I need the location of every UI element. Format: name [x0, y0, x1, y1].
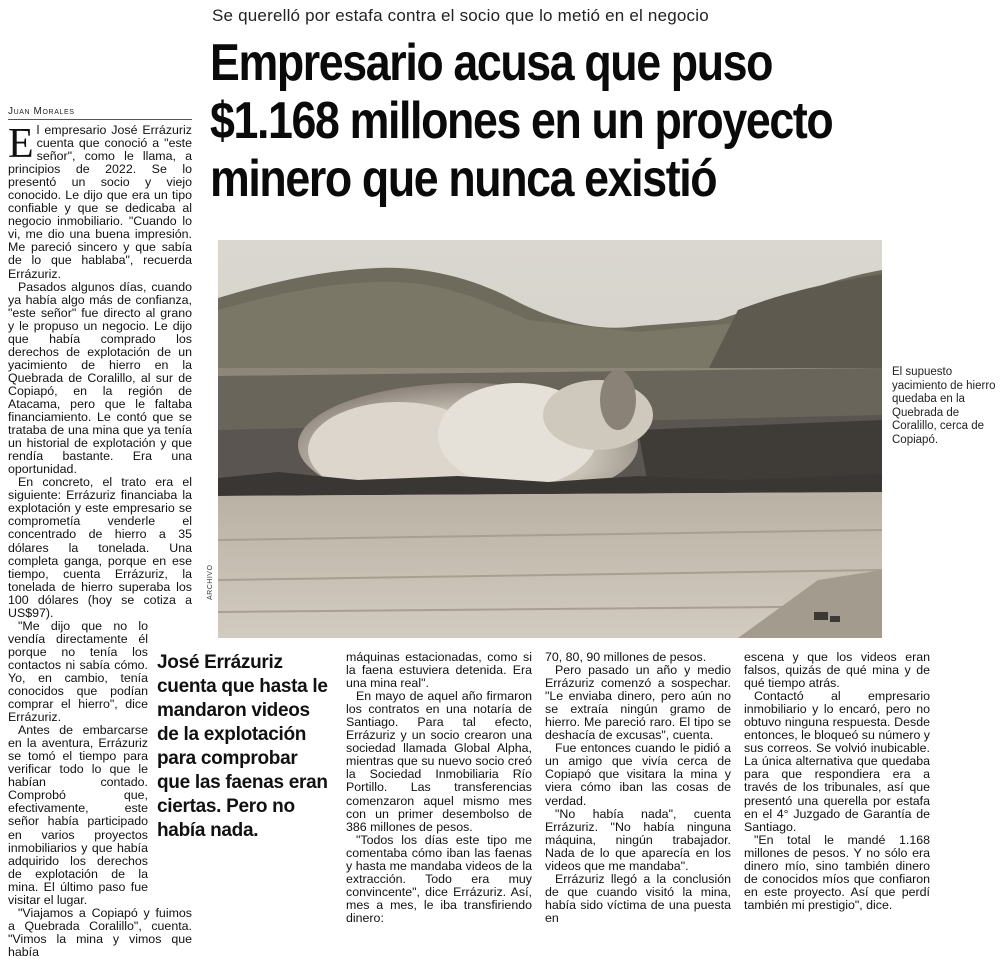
column-4	[744, 651, 930, 912]
paragraph: máquinas estacionadas, como si la faena estuviera detenida. Era una mina real".	[346, 650, 532, 691]
byline: Juan Morales	[8, 106, 192, 120]
mine-photo	[218, 240, 882, 638]
photo-credit: ARCHIVO	[207, 564, 214, 600]
mine-blast-image	[218, 240, 882, 638]
paragraph: En concreto, el trato era el siguiente: Errázuriz financiaba la explotación y este empresario se comprometía venderle el concentrado de hierro a 35 dólares la tonelada. Una completa ganga, porque en ese tiempo, cuenta Errázuriz, la tonelada de hierro superaba los 100 dólares (hoy se cotiza a US$97).	[8, 475, 192, 620]
paragraph: "Todos los días este tipo me comentaba cómo iban las faenas y hasta me mandaba videos de la extracción. Todo era muy convincente", dice Errázuriz. Así, mes a mes, le iba transfiriendo dinero:	[346, 832, 532, 925]
dropcap: E	[8, 121, 34, 167]
pull-quote: José Errázuriz cuenta que hasta le mandaron videos de la explotación para comprobar que las faenas eran ciertas. Pero no había nada.	[157, 652, 328, 841]
paragraph: Antes de embarcarse en la aventura, Errázuriz se tomó el tiempo para verificar todo lo que le habían contado. Comprobó que, efectivamente, este señor había participado en varios proyectos inmobiliarios y que había adquirido los derechos de explotación de la mina. El último paso fue visitar el lugar.	[8, 723, 148, 907]
paragraph: "En total le mandé 1.168 millones de pesos. Y no sólo era dinero mío, sino también dinero de conocidos míos que confiaron en este proyecto. Así que perdí también mi prestigio", dice.	[744, 832, 930, 912]
paragraph: En mayo de aquel año firmaron los contratos en una notaría de Santiago. Para tal efecto, Errázuriz y un socio crearon una sociedad llamada Global Alpha, mientras que su nuevo socio creó la Sociedad Inmobiliaria Río Portillo. Las transferencias comenzaron aquel mismo mes con un primer desembolso de 386 millones de pesos.	[346, 689, 532, 834]
paragraph: Errázuriz llegó a la conclusión de que cuando visitó la mina, había sido víctima de una puesta en	[545, 871, 731, 925]
headline-line-3: minero que nunca existió	[210, 150, 717, 208]
headline	[210, 34, 885, 208]
paragraph: escena y que los videos eran falsos, quizás de qué mina y de qué tiempo atrás.	[744, 650, 930, 691]
kicker: Se querelló por estafa contra el socio que lo metió en el negocio	[212, 6, 709, 25]
paragraph-text: l empresario José Errázuriz cuenta que conoció a "este señor", como le llama, a principios de 2022. Se lo presentó un socio y viejo conocido. Le dijo que era un tipo confiable y que se dedicaba al negocio inmobiliario. "Cuando lo vi, me dio una buena impresión. Me pareció sincero y que sabía de lo que hablaba", recuerda Errázuriz.	[8, 123, 192, 281]
paragraph: "No había nada", cuenta Errázuriz. "No había ninguna máquina, ningún trabajador. Nada de lo que aparecía en los videos que me mandaba".	[545, 806, 731, 873]
paragraph: Pasados algunos días, cuando ya había algo más de confianza, "este señor" fue directo al grano y le propuso un negocio. Le dijo que había comprado los derechos de explotación de un yacimiento de hierro en la Quebrada de Coralillo, al sur de Copiapó, en la región de Atacama, pero que le faltaba financiamiento. Le contó que se trataba de una mina que ya tenía un historial de explotación y que rendía bastante. Era una oportunidad.	[8, 279, 192, 477]
paragraph: 70, 80, 90 millones de pesos.	[545, 650, 707, 664]
headline-line-2: $1.168 millones en un proyecto	[210, 92, 833, 150]
paragraph	[8, 121, 192, 281]
photo-caption: El supuesto yacimiento de hierro quedaba en la Quebrada de Coralillo, cerca de Copiapó.	[892, 366, 996, 446]
column-3	[545, 651, 731, 925]
column-2	[346, 651, 532, 925]
paragraph: "Me dijo que no lo vendía directamente él porque no tenía los contactos ni sabía cómo. Yo, en cambio, tenía conocidos que podían comprar el hierro", dice Errázuriz.	[8, 618, 148, 725]
paragraph: Pero pasado un año y medio Errázuriz comenzó a sospechar. "Le enviaba dinero, pero aún no se extraía ningún gramo de hierro. Me pareció raro. El tipo se deshacía de excusas", cuenta.	[545, 663, 731, 743]
paragraph: Fue entonces cuando le pidió a un amigo que vivía cerca de Copiapó que visitara la mina y viera cómo iban las cosas de verdad.	[545, 741, 731, 808]
paragraph: "Viajamos a Copiapó y fuimos a Quebrada Coralillo", cuenta. "Vimos la mina y vimos que había	[8, 905, 192, 959]
headline-line-1: Empresario acusa que puso	[210, 34, 773, 92]
paragraph: Contactó al empresario inmobiliario y lo encaró, pero no obtuvo ninguna respuesta. Desde entonces, le bloqueó su número y sus correos. Se volvió inubicable. La única alternativa que quedaba para que respondiera era a través de los tribunales, así que presentó una querella por estafa en el 4° Juzgado de Garantía de Santiago.	[744, 689, 930, 834]
